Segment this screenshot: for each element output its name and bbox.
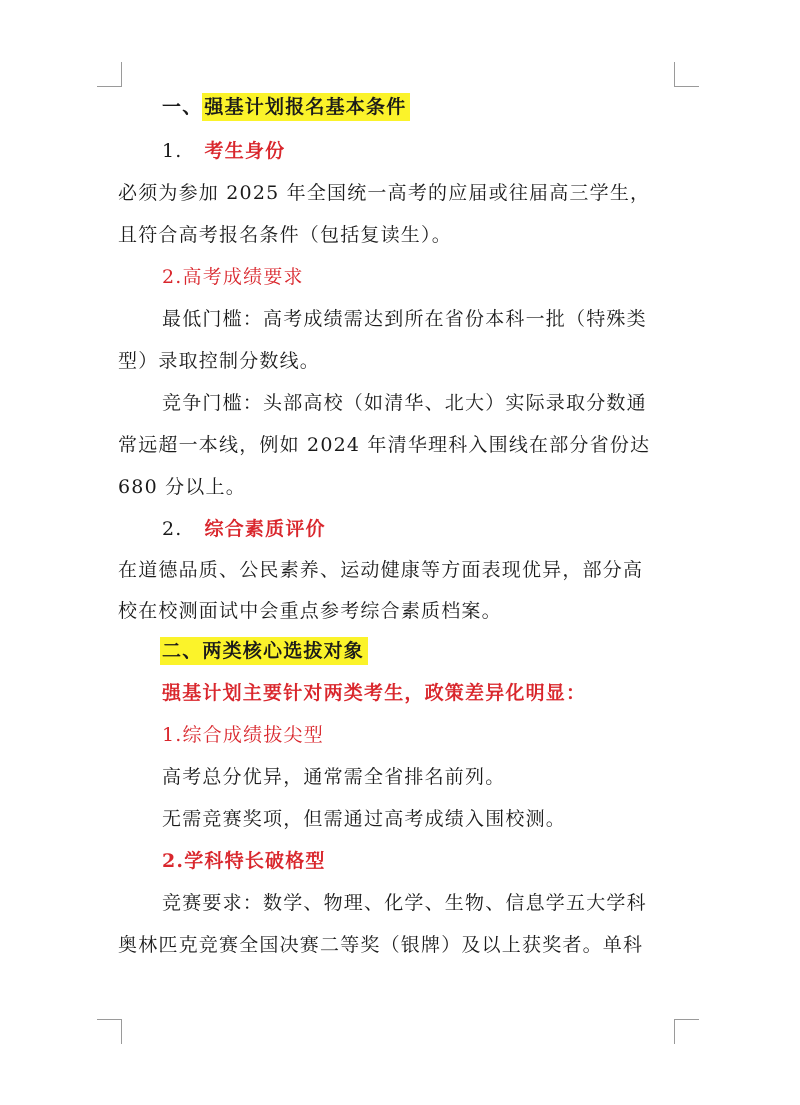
type-1-line-2: 无需竞赛奖项，但需通过高考成绩入围校测。: [162, 808, 567, 830]
crop-mark-top-right: [674, 62, 699, 87]
section-1-heading: [162, 138, 285, 164]
crop-mark-bottom-left: [97, 1019, 122, 1044]
section-3-heading: [162, 516, 326, 542]
section-2-para-2-line-1: 竞争门槛：头部高校（如清华、北大）实际录取分数通: [162, 392, 647, 414]
type-2-line-2: 奥林匹克竞赛全国决赛二等奖（银牌）及以上获奖者。单科: [118, 934, 644, 956]
heading-2: [160, 638, 368, 664]
section-1-title: 考生身份: [204, 140, 286, 162]
type-2-line-1: 竞赛要求：数学、物理、化学、生物、信息学五大学科: [162, 892, 647, 914]
section-2-para-1-line-2: 型）录取控制分数线。: [118, 350, 321, 372]
section-2-heading: 2.高考成绩要求: [162, 266, 304, 288]
section-3-number: 2.: [162, 518, 183, 540]
heading-1: [162, 94, 410, 120]
heading-1-title: 强基计划报名基本条件: [202, 93, 410, 121]
crop-mark-top-left: [97, 62, 122, 87]
section-1-line-2: 且符合高考报名条件（包括复读生）。: [118, 224, 452, 246]
type-2-heading: 2.学科特长破格型: [162, 850, 326, 872]
crop-mark-bottom-right: [674, 1019, 699, 1044]
section-2-para-1-line-1: 最低门槛：高考成绩需达到所在省份本科一批（特殊类: [162, 308, 647, 330]
section-3-title: 综合素质评价: [204, 518, 326, 540]
section-1-number: 1.: [162, 140, 183, 162]
section-2-para-2-line-2: 常远超一本线，例如 2024 年清华理科入围线在部分省份达: [118, 434, 651, 456]
heading-2-title: 二、两类核心选拔对象: [160, 637, 368, 665]
section-1-line-1: 必须为参加 2025 年全国统一高考的应届或往届高三学生，: [118, 182, 651, 204]
section-3-line-2: 校在校测面试中会重点参考综合素质档案。: [118, 600, 502, 622]
section-3-line-1: 在道德品质、公民素养、运动健康等方面表现优异，部分高: [118, 559, 644, 581]
type-1-heading: 1.综合成绩拔尖型: [162, 724, 324, 746]
heading-1-number: 一、: [162, 96, 203, 118]
section-2-para-2-line-3: 680 分以上。: [118, 476, 246, 498]
type-1-line-1: 高考总分优异，通常需全省排名前列。: [162, 766, 506, 788]
intro-line: 强基计划主要针对两类考生，政策差异化明显：: [162, 682, 587, 704]
